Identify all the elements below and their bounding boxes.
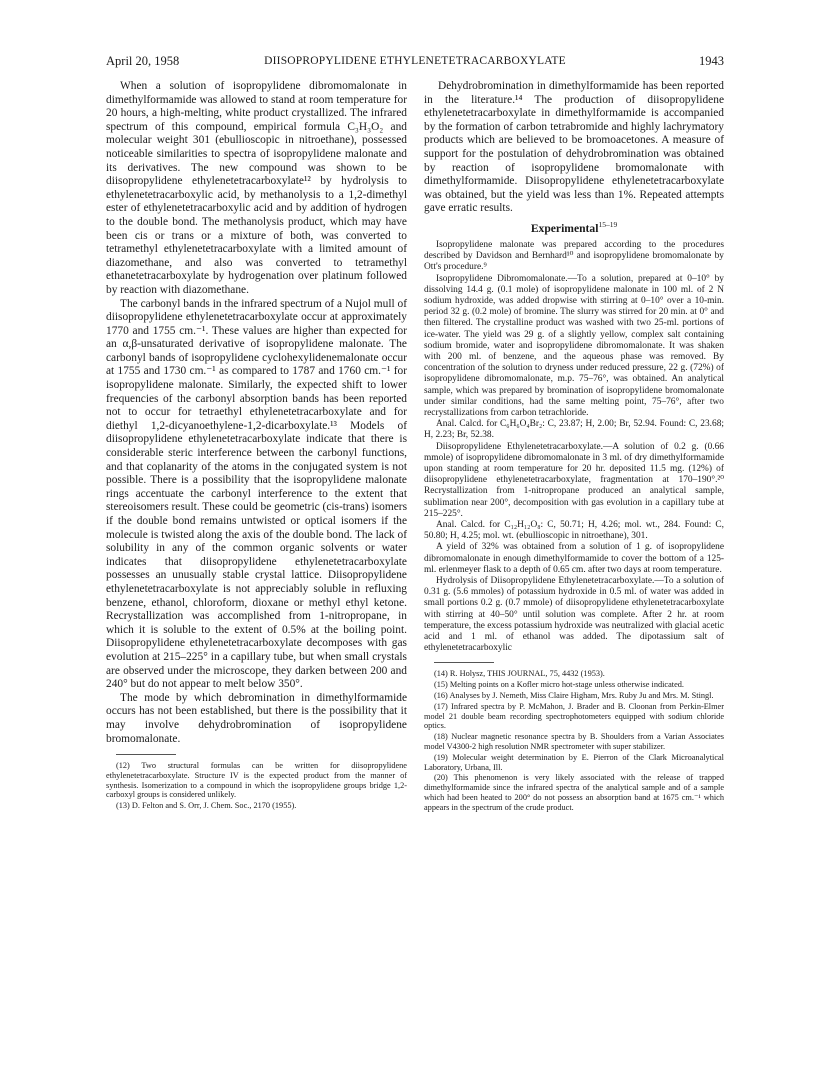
footnote: (12) Two structural formulas can be written for diisopropylidene ethylenetetracarboxylate. Structure IV is the expected product from the manner of synthesis. Isomerization to a compound in which the isopropylidene groups bridge 1,2-carboxyl groups is considered unlikely.	[106, 761, 407, 800]
footnote: (14) R. Holysz, THIS JOURNAL, 75, 4432 (1953).	[434, 669, 605, 679]
section-footnote-ref: 15–19	[598, 220, 618, 230]
right-column	[424, 80, 724, 814]
paragraph: Dehydrobromination in dimethylformamide has been reported in the literature.¹⁴ The production of diisopropylidene ethylenetetracarboxylate in dimethylformamide is accompanied by the formation of carbon tetrabromide and highly lachrymatory products which are believed to be bromoacetones. A measure of support for the postulation of dehydrobromination was obtained by reaction of isopropylidene bromomalonate with dimethylformamide. Diisopropylidene ethylenetetracarboxylate was obtained, but the yield was less than 1%. Repeated attempts gave erratic results.	[424, 80, 724, 215]
footnote: (16) Analyses by J. Nemeth, Miss Claire Higham, Mrs. Ruby Ju and Mrs. M. Stingl.	[434, 691, 714, 701]
footnote: (20) This phenomenon is very likely associated with the release of trapped dimethylformamide since the infrared spectra of the analytical sample and of a sample which had been heated to 200° do not possess an absorption band at 1675 cm.⁻¹ which appears in the spectrum of the crude product.	[424, 773, 724, 812]
paragraph: When a solution of isopropylidene dibromomalonate in dimethylformamide was allowed to stand at room temperature for 20 hours, a high-melting, white product crystallized. The infrared spectrum of this compound, empirical formula C₃H₃O₂ and molecular weight 301 (ebullioscopic in nitroethane), possessed noticeable similarities to spectra of isopropylidene malonate and its derivatives. The new compound was shown to be diisopropylidene ethylenetetracarboxylate¹² by hydrolysis to ethylenetetracarboxylic acid, by methanolysis to a 1,2-dimethyl ester of ethylenetetracarboxylic acid and by addition of hydrogen to the double bond. The methanolysis product, which may have been cis or trans or a mixture of both, was converted to tetramethyl ethylenetetracarboxylate with a limited amount of diazomethane, and also was converted to tetramethyl ethanetetracarboxylate by hydrogenation over platinum followed by reaction with diazomethane.	[106, 80, 407, 296]
paragraph: The mode by which debromination in dimethylformamide occurs has not been established, but there is the possibility that it may involve dehydrobromination of isopropylidene bromomalonate.	[106, 691, 407, 745]
page-number: 1943	[699, 54, 724, 68]
page-header	[106, 52, 724, 70]
left-column	[106, 80, 407, 812]
section-title: Experimental	[530, 221, 599, 235]
analysis-paragraph: Anal. Calcd. for C₁₂H₁₂O₈: C, 50.71; H, 4.26; mol. wt., 284. Found: C, 50.80; H, 4.25; mol. wt. (ebullioscopic in nitroethane), 301.	[424, 520, 724, 542]
analysis-paragraph: Anal. Calcd. for C₆H₆O₄Br₂: C, 23.87; H, 2.00; Br, 52.94. Found: C, 23.68; H, 2.23; Br, 52.38.	[424, 419, 724, 441]
footnote: (18) Nuclear magnetic resonance spectra by B. Shoulders from a Varian Associates model V4300-2 high resolution NMR spectrometer with super stabilizer.	[424, 732, 724, 752]
running-title: DIISOPROPYLIDENE ETHYLENETETRACARBOXYLATE	[264, 55, 566, 67]
experimental-paragraph: A yield of 32% was obtained from a solution of 1 g. of isopropylidene dibromomalonate in enough dimethylformamide to cover the bottom of a 125-ml. erlenmeyer flask to a depth of 0.65 cm. after two days at room temperature.	[424, 542, 724, 575]
header-date: April 20, 1958	[106, 54, 180, 68]
experimental-paragraph: Isopropylidene Dibromomalonate.—To a solution, prepared at 0–10° by dissolving 14.4 g. (0.1 mole) of isopropylidene malonate in 100 ml. of 2 N sodium hydroxide, was added dropwise with stirring at 0–10° over a 10-min. period 32 g. (0.2 mole) of bromine. The slurry was stirred for 20 min. at 0° and then filtered. The crystalline product was washed with two 25-ml. portions of ice-water. The yield was 29 g. of a slightly yellow, complex salt containing sodium bromide, water and isopropylidene dibromomalonate. It was shaken with 200 ml. of benzene, and the aqueous phase was removed. By concentration of the solution to dryness under reduced pressure, 22 g. (72%) of isopropylidene dibromomalonate, m.p. 75–76°, was obtained. An analytical sample, which was prepared by bromination of isopropylidene bromomalonate under similar conditions, had the same melting point, 75–76°, after two recrystallizations from carbon tetrachloride.	[424, 273, 724, 418]
footnote-divider	[116, 754, 176, 755]
section-heading	[424, 222, 724, 236]
footnote: (13) D. Felton and S. Orr, J. Chem. Soc., 2170 (1955).	[116, 801, 297, 811]
footnote: (15) Melting points on a Kofler micro hot-stage unless otherwise indicated.	[434, 680, 685, 690]
paragraph: The carbonyl bands in the infrared spectrum of a Nujol mull of diisopropylidene ethylenetetracarboxylate occur at approximately 1770 and 1755 cm.⁻¹. These values are higher than expected for an α,β-unsaturated derivative of isopropylidene malonate. The carbonyl bands of isopropylidene cyclohexylidenemalonate occur at 1755 and 1730 cm.⁻¹ as compared to 1787 and 1760 cm.⁻¹ for isopropylidene malonate. Similarly, the expected shift to lower frequencies of the carbonyl absorption bands has been reported not to occur for tetraethyl ethylenetetracarboxylate and for diethyl 1,2-dicyanoethylene-1,2-dicarboxylate.¹³ Models of diisopropylidene ethylenetetracarboxylate indicate that there is considerable steric interference between the carbonyl functions, and that coplanarity of the atoms in the conjugated system is not possible. There is a possibility that the isopropylidene malonate rings accentuate the carbonyl interference to the extent that stereoisomers result. These could be geometric (cis-trans) isomers if the double bond remains untwisted or optical isomers if the molecule is twisted along the axis of the double bond. The lack of solubility in any of the common organic solvents or water indicates that diisopropylidene ethylenetetracarboxylate possesses an unusually stable crystal lattice. Diisopropylidene ethylenetetracarboxylate is not appreciably soluble in refluxing benzene, ethanol, chloroform, dioxane or methyl ethyl ketone. Recrystallization was accomplished from 1-nitropropane, in which it is soluble to the extent of 0.5% at the boiling point. Diisopropylidene ethylenetetracarboxylate decomposes with gas evolution at 215–225° in a capillary tube, but when small crystals are observed under the microscope, they darken between 200 and 240° but do not appear to melt below 350°.	[106, 297, 407, 691]
footnote-divider	[434, 662, 494, 663]
experimental-paragraph: Hydrolysis of Diisopropylidene Ethylenetetracarboxylate.—To a solution of 0.31 g. (5.6 mmoles) of potassium hydroxide in 0.5 ml. of water was added in small portions 0.2 g. (0.7 mmole) of diisopropylidene ethylenetetracarboxylate with stirring at 40–50° until solution was complete. After 2 hr. at room temperature, the excess potassium hydroxide was neutralized with glacial acetic acid and 1 ml. of ethanol was added. The dipotassium salt of ethylenetetracarboxylic	[424, 576, 724, 654]
experimental-paragraph: Diisopropylidene Ethylenetetracarboxylate.—A solution of 0.2 g. (0.66 mmole) of isopropylidene dibromomalonate in 3 ml. of dry dimethylformamide upon standing at room temperature for 20 hr. deposited 11.5 mg. (12%) of diisopropylidene ethylenetetracarboxylate, fragmentation at 170–190°.²⁰ Recrystallization from 1-nitropropane produced an analytical sample, sublimation near 200°, decomposition with gas evolution in a capillary tube at 215–225°.	[424, 441, 724, 519]
footnote: (19) Molecular weight determination by E. Pierron of the Clark Microanalytical Laboratory, Urbana, Ill.	[424, 752, 724, 772]
experimental-paragraph: Isopropylidene malonate was prepared according to the procedures described by Davidson and Bernhard¹⁰ and isopropylidene bromomalonate by Ott's procedure.⁹	[424, 239, 724, 273]
footnote: (17) Infrared spectra by P. McMahon, J. Brader and B. Cloonan from Perkin-Elmer model 21 double beam recording spectrophotometers equipped with sodium chloride optics.	[424, 701, 724, 731]
